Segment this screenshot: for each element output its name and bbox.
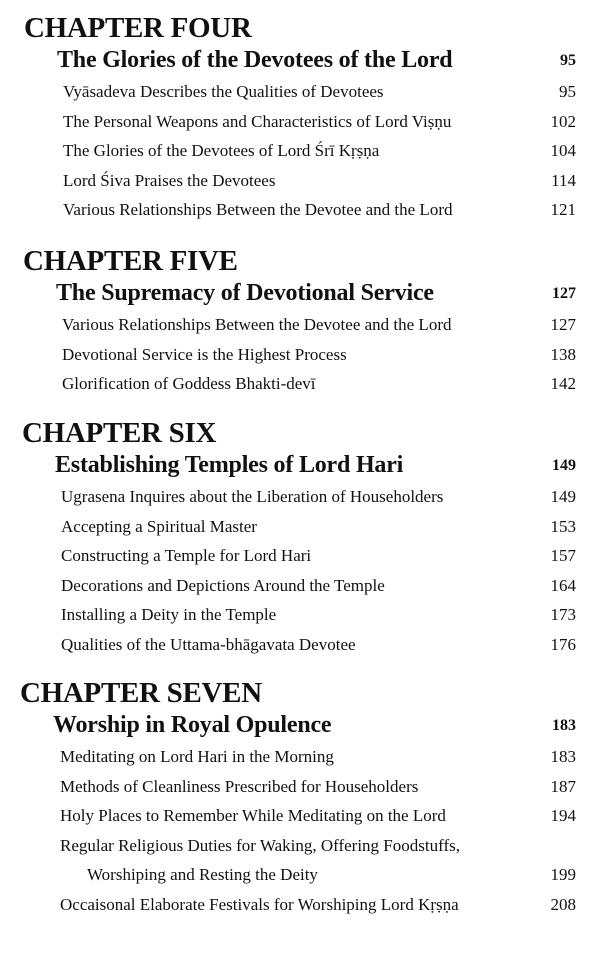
entry-page: 194 bbox=[550, 806, 576, 825]
entry-title: Devotional Service is the Highest Process bbox=[62, 344, 347, 364]
entry-title: Accepting a Spiritual Master bbox=[61, 516, 257, 536]
entry-title: Glorification of Goddess Bhakti-devī bbox=[62, 374, 316, 393]
toc-entry[interactable] bbox=[0, 541, 600, 571]
entry-page: 114 bbox=[551, 170, 576, 190]
entry-title: Qualities of the Uttama-bhāgavata Devotee bbox=[61, 634, 356, 654]
toc-entry[interactable] bbox=[0, 600, 600, 630]
section-title: Establishing Temples of Lord Hari bbox=[55, 452, 404, 478]
entry-title: The Glories of the Devotees of Lord Śrī Kṛṣṇa bbox=[63, 141, 380, 160]
entry-title: Holy Places to Remember While Meditating on the Lord bbox=[60, 806, 446, 825]
chapter-block bbox=[0, 678, 600, 919]
entry-page: 104 bbox=[550, 141, 576, 160]
toc-entry[interactable] bbox=[0, 482, 600, 512]
chapter-block bbox=[0, 246, 600, 399]
chapter-heading: CHAPTER SIX bbox=[22, 417, 217, 449]
toc-entry[interactable] bbox=[0, 166, 600, 196]
entry-title: Constructing a Temple for Lord Hari bbox=[61, 546, 312, 565]
section-row[interactable] bbox=[0, 450, 600, 480]
entry-title: Vyāsadeva Describes the Qualities of Devotees bbox=[63, 82, 384, 101]
entry-title: Various Relationships Between the Devotee and the Lord bbox=[63, 200, 453, 219]
entry-page: 95 bbox=[559, 82, 576, 101]
entry-title: Decorations and Depictions Around the Temple bbox=[61, 575, 385, 595]
toc-entry[interactable] bbox=[0, 890, 600, 920]
entry-page: 208 bbox=[550, 894, 576, 914]
toc-entry[interactable] bbox=[0, 195, 600, 225]
chapter-block bbox=[0, 13, 600, 225]
entry-page: 187 bbox=[550, 776, 576, 796]
chapter-heading: CHAPTER SEVEN bbox=[20, 677, 262, 709]
entry-page: 102 bbox=[550, 111, 576, 131]
entry-title: Occaisonal Elaborate Festivals for Worshiping Lord Kṛṣṇa bbox=[60, 894, 459, 914]
entry-page: 149 bbox=[550, 487, 576, 506]
entry-page: 142 bbox=[550, 374, 576, 393]
entry-page: 157 bbox=[550, 546, 576, 565]
toc-entry[interactable] bbox=[0, 571, 600, 601]
section-page-number: 183 bbox=[552, 717, 576, 734]
section-title: The Supremacy of Devotional Service bbox=[56, 280, 434, 306]
toc-entry[interactable] bbox=[0, 801, 600, 831]
section-page-number: 149 bbox=[552, 457, 576, 474]
toc-entry-continuation[interactable] bbox=[0, 860, 600, 890]
section-row[interactable] bbox=[0, 710, 600, 740]
toc-entry[interactable] bbox=[0, 630, 600, 660]
chapter-heading: CHAPTER FIVE bbox=[23, 245, 238, 277]
entry-title: Worshiping and Resting the Deity bbox=[87, 865, 318, 884]
entry-page: 173 bbox=[550, 605, 576, 624]
toc-entry[interactable] bbox=[0, 512, 600, 542]
entry-page: 127 bbox=[550, 315, 576, 334]
section-title: Worship in Royal Opulence bbox=[53, 712, 332, 738]
toc-entry[interactable] bbox=[0, 831, 600, 861]
toc-entry[interactable] bbox=[0, 742, 600, 772]
chapter-heading: CHAPTER FOUR bbox=[24, 12, 252, 44]
entry-page: 176 bbox=[550, 634, 576, 654]
toc-entry[interactable] bbox=[0, 369, 600, 399]
entry-page: 164 bbox=[550, 575, 576, 595]
entry-title: Lord Śiva Praises the Devotees bbox=[63, 170, 276, 190]
toc-entry[interactable] bbox=[0, 310, 600, 340]
entry-page: 199 bbox=[550, 865, 576, 884]
entry-title: Ugrasena Inquires about the Liberation of Householders bbox=[61, 487, 444, 506]
section-page-number: 127 bbox=[552, 285, 576, 302]
toc-entry[interactable] bbox=[0, 107, 600, 137]
entry-title: Methods of Cleanliness Prescribed for Householders bbox=[60, 776, 419, 796]
entry-page: 183 bbox=[550, 747, 576, 766]
toc-entry[interactable] bbox=[0, 340, 600, 370]
entry-page: 121 bbox=[550, 200, 576, 219]
section-title: The Glories of the Devotees of the Lord bbox=[57, 47, 453, 73]
toc-entry[interactable] bbox=[0, 136, 600, 166]
entry-title: Meditating on Lord Hari in the Morning bbox=[60, 747, 334, 766]
entry-title: Installing a Deity in the Temple bbox=[61, 605, 277, 624]
entry-title: Regular Religious Duties for Waking, Offering Foodstuffs, bbox=[60, 835, 460, 855]
entry-page: 153 bbox=[550, 516, 576, 536]
section-page-number: 95 bbox=[560, 52, 576, 69]
section-row[interactable] bbox=[0, 45, 600, 75]
toc-entry[interactable] bbox=[0, 77, 600, 107]
section-row[interactable] bbox=[0, 278, 600, 308]
toc-entry[interactable] bbox=[0, 772, 600, 802]
chapter-block bbox=[0, 418, 600, 659]
entry-title: Various Relationships Between the Devotee and the Lord bbox=[62, 315, 452, 334]
entry-page: 138 bbox=[550, 344, 576, 364]
entry-title: The Personal Weapons and Characteristics of Lord Viṣṇu bbox=[63, 111, 452, 131]
